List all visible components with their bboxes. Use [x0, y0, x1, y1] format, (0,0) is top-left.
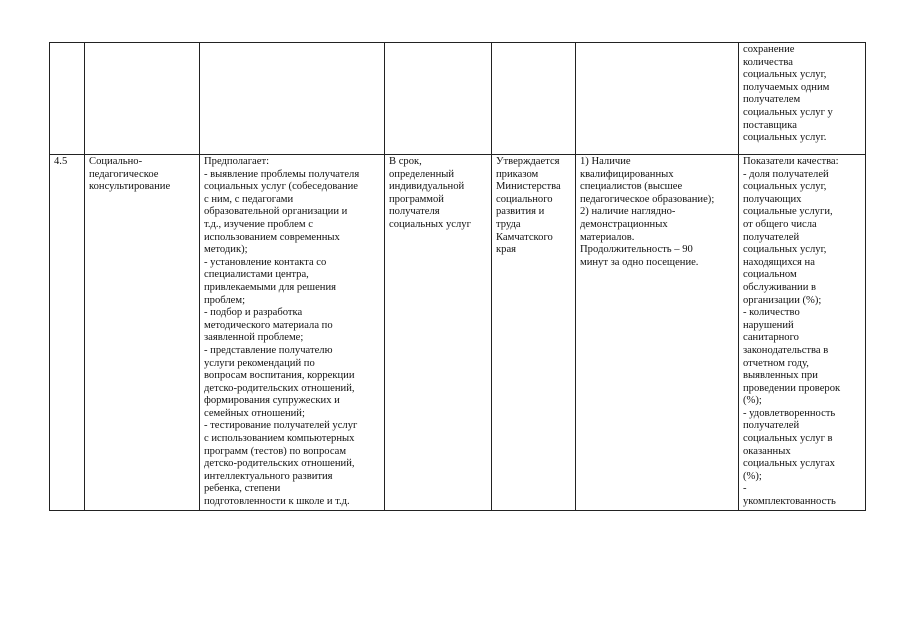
description-line: т.д., изучение проблем с	[204, 218, 313, 230]
cell-description-prev	[200, 43, 385, 155]
term-line: индивидуальной	[389, 181, 465, 193]
indicator-line: социальных услуг.	[743, 132, 827, 144]
approval-line: социального	[496, 193, 553, 205]
indicator-line: организации (%);	[743, 294, 822, 306]
approval-line: Утверждается	[496, 156, 560, 167]
description-line: заявленной проблеме;	[204, 332, 304, 344]
condition-line: 2) наличие наглядно-	[580, 206, 676, 218]
description-line: услуги рекомендаций по	[204, 357, 315, 369]
condition-line: Продолжительность – 90	[580, 244, 693, 256]
indicator-line: социальных услуг,	[743, 69, 827, 81]
approval-line: края	[496, 244, 517, 256]
term-line: определенный	[389, 168, 455, 180]
condition-line: квалифицированных	[580, 168, 674, 180]
indicator-line: получателей	[743, 231, 800, 243]
cell-term	[385, 155, 492, 511]
indicator-line: (%);	[743, 395, 762, 407]
term-line: социальных услуг	[389, 218, 471, 230]
indicator-line: получателем	[743, 94, 801, 106]
description-line: специалистами центра,	[204, 269, 309, 281]
description-line: Предполагает:	[204, 156, 270, 167]
cell-approval-prev	[492, 43, 576, 155]
indicator-line: социальных услуг у	[743, 106, 833, 118]
cell-num: 4.5	[50, 155, 85, 511]
table-row-continued	[50, 43, 866, 155]
description-line: - представление получателю	[204, 344, 333, 356]
indicator-line: поставщика	[743, 119, 797, 131]
indicator-line: проведении проверок	[743, 382, 841, 394]
indicator-line: социальных услуг в	[743, 433, 833, 445]
indicator-line: получателей	[743, 420, 800, 432]
approval-line: развития и	[496, 206, 545, 218]
condition-line: 1) Наличие	[580, 156, 631, 167]
approval-line: Камчатского	[496, 231, 553, 243]
description-line: - выявление проблемы получателя	[204, 168, 360, 180]
description-line: вопросам воспитания, коррекции	[204, 370, 355, 382]
description-line: - тестирование получателей услуг	[204, 420, 358, 432]
service-name-line: педагогическое	[89, 168, 159, 180]
description-line: использованием современных	[204, 231, 340, 243]
indicator-line: получающих	[743, 193, 802, 205]
description-line: методик);	[204, 244, 248, 256]
indicator-line: отчетном году,	[743, 357, 809, 369]
description-line: с использованием компьютерных	[204, 433, 355, 445]
description-line: - установление контакта со	[204, 256, 327, 268]
condition-line: минут за одно посещение.	[580, 256, 699, 268]
services-table	[49, 42, 866, 511]
indicator-line: количества	[743, 56, 793, 68]
service-name-line: Социально-	[89, 156, 143, 167]
description-line: программ (тестов) по вопросам	[204, 445, 347, 457]
condition-line: материалов.	[580, 231, 635, 243]
description-line: - подбор и разработка	[204, 307, 303, 319]
indicator-line: обслуживании в	[743, 281, 817, 293]
indicator-line: выявленных при	[743, 370, 818, 382]
cell-num-prev	[50, 43, 85, 155]
description-line: формирования супружеских и	[204, 395, 340, 407]
indicator-line: Показатели качества:	[743, 156, 839, 167]
service-name-line: консультирование	[89, 181, 171, 193]
indicator-line: - доля получателей	[743, 168, 829, 180]
description-line: проблем;	[204, 294, 246, 306]
indicator-line: социальные услуги,	[743, 206, 833, 218]
description-line: с ним, с педагогами	[204, 193, 294, 205]
description-line: детско-родительских отношений,	[204, 382, 355, 394]
description-line: ребенка, степени	[204, 483, 281, 495]
cell-conditions-prev	[576, 43, 739, 155]
cell-indicators-prev	[739, 43, 866, 155]
indicator-line: (%);	[743, 470, 762, 482]
indicator-line: - количество	[743, 307, 800, 319]
indicator-line: санитарного	[743, 332, 799, 344]
indicator-line: укомплектованность	[743, 496, 836, 508]
indicator-line: социальных услуг,	[743, 244, 827, 256]
term-line: В срок,	[389, 156, 422, 167]
term-line: получателя	[389, 206, 440, 218]
indicator-line: получаемых одним	[743, 81, 830, 93]
indicator-line: - удовлетворенность	[743, 407, 836, 419]
indicator-line: законодательства в	[743, 344, 829, 356]
condition-line: специалистов (высшее	[580, 181, 683, 193]
indicator-line: социальных услуг,	[743, 181, 827, 193]
condition-line: демонстрационных	[580, 218, 668, 230]
description-line: интеллектуального развития	[204, 470, 333, 482]
cell-term-prev	[385, 43, 492, 155]
description-line: образовательной организации и	[204, 206, 348, 218]
cell-service-name	[85, 155, 200, 511]
cell-approval	[492, 155, 576, 511]
approval-line: труда	[496, 218, 521, 230]
indicator-line: находящихся на	[743, 256, 815, 268]
cell-conditions	[576, 155, 739, 511]
cell-description	[200, 155, 385, 511]
indicator-line: от общего числа	[743, 218, 817, 230]
cell-indicators	[739, 155, 866, 511]
description-line: социальных услуг (собеседование	[204, 181, 358, 193]
description-line: подготовленности к школе и т.д.	[204, 496, 350, 508]
table-row-4-5	[50, 155, 866, 511]
description-line: семейных отношений;	[204, 407, 305, 419]
indicator-line: социальном	[743, 269, 797, 281]
indicator-line: оказанных	[743, 445, 791, 457]
approval-line: приказом	[496, 168, 539, 180]
description-line: детско-родительских отношений,	[204, 458, 355, 470]
indicator-line: -	[743, 483, 747, 495]
description-line: методического материала по	[204, 319, 333, 331]
indicator-line: нарушений	[743, 319, 794, 331]
condition-line: педагогическое образование);	[580, 193, 715, 205]
indicator-line: социальных услугах	[743, 458, 835, 470]
indicator-line: сохранение	[743, 44, 795, 55]
cell-name-prev	[85, 43, 200, 155]
description-line: привлекаемыми для решения	[204, 281, 336, 293]
approval-line: Министерства	[496, 181, 561, 193]
term-line: программой	[389, 193, 444, 205]
